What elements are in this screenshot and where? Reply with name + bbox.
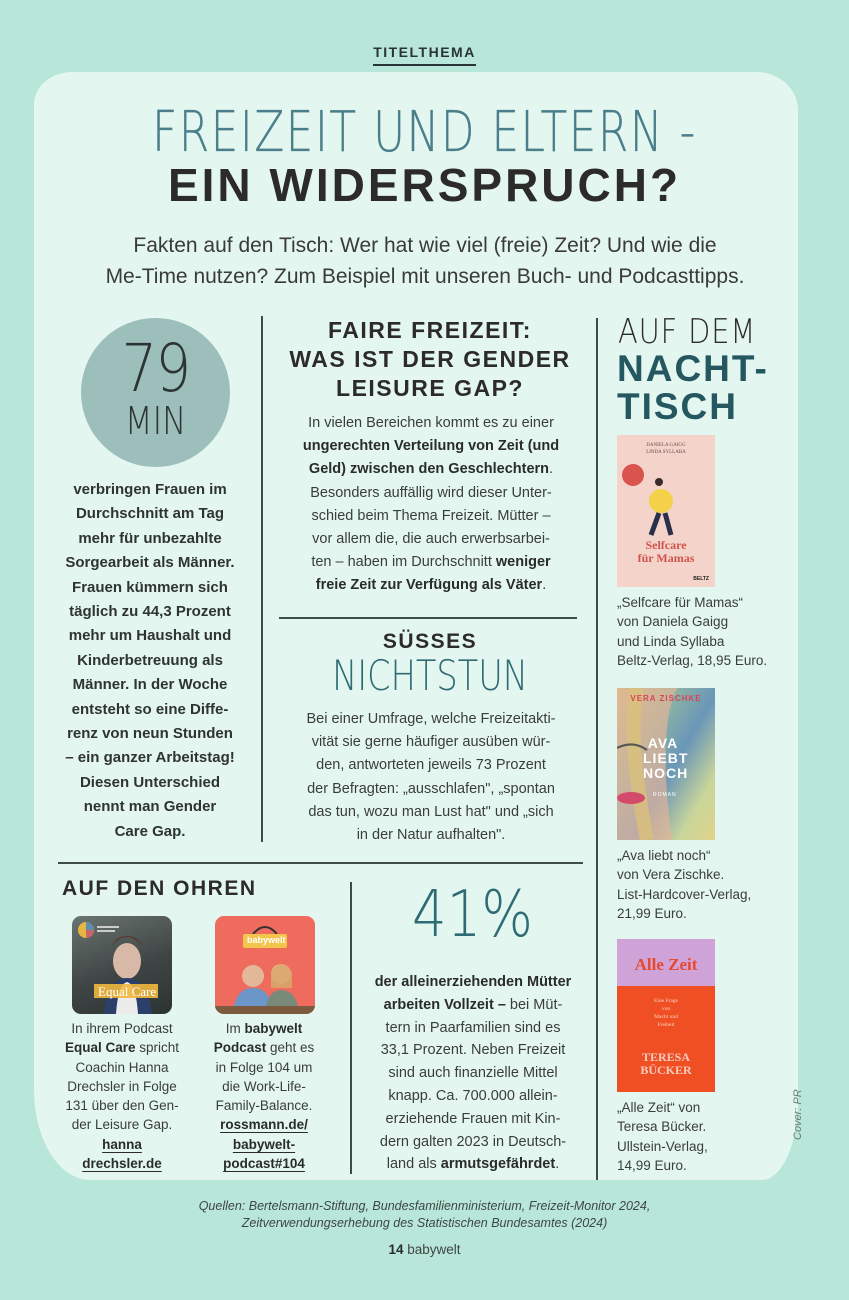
sources-note: [0, 1198, 849, 1232]
stat-circle-79-min: [81, 318, 230, 467]
book-caption-alle-zeit: [617, 1098, 792, 1175]
sources-line: Quellen: Bertelsmann-Stiftung, Bundesfamilienministerium, Freizeit-Monitor 2024,: [198, 1199, 651, 1213]
heading-line: FAIRE FREIZEIT:: [328, 317, 532, 343]
text-line: In ihrem Podcast: [71, 1021, 173, 1036]
text-line: bei Müt-: [505, 996, 563, 1013]
text-line: das tun, wozu man Lust hat" und „sich: [308, 803, 554, 820]
kicker-label: TITELTHEMA: [373, 44, 476, 66]
text-line: die Work-Life-: [222, 1078, 306, 1094]
column-divider-bottom: [350, 882, 352, 1174]
text-line: Family-Balance.: [215, 1098, 313, 1114]
headline-line-1: FREIZEIT UND ELTERN -: [152, 100, 697, 165]
stat-unit: MIN: [124, 399, 187, 443]
podcasts-heading: AUF DEN OHREN: [62, 877, 257, 900]
text-line: nennt man Gender: [83, 798, 217, 816]
text-line: sind auch finanzielle Mittel: [388, 1065, 558, 1082]
text-line: erziehende Frauen mit Kin-: [385, 1110, 561, 1127]
podcast-link-hannadrechsler[interactable]: hanna: [102, 1136, 142, 1152]
cover-title: Alle Zeit: [634, 955, 698, 974]
cover-title: LIEBT: [643, 750, 689, 766]
text-line: der Befragten: „ausschlafen", „spontan: [307, 780, 555, 797]
book-price: 21,99 Euro.: [617, 905, 687, 921]
text-line: schied beim Thema Freizeit. Mütter –: [311, 507, 551, 524]
text-line: der Leisure Gap.: [71, 1117, 173, 1133]
stat-value: 79: [121, 330, 190, 407]
section-divider-bottom: [58, 862, 583, 864]
cover-genre: ROMAN: [653, 792, 677, 798]
cover-author: DANIELA GAIGG: [646, 443, 686, 448]
text-line: Care Gap.: [114, 822, 186, 840]
podcast-description-equal-care: [57, 1019, 187, 1173]
leisure-gap-heading: [270, 316, 590, 403]
column-divider-left: [261, 316, 263, 842]
book-publisher: List-Hardcover-Verlag,: [617, 886, 752, 902]
book-price: 14,99 Euro.: [617, 1157, 687, 1173]
book-author: Teresa Bücker.: [617, 1119, 707, 1135]
book-cover-selfcare: [617, 435, 715, 587]
heading-line: WAS IST DER GENDER: [289, 346, 571, 372]
text-line: In vielen Bereichen kommt es zu einer: [308, 415, 554, 431]
podcast-description-babywelt: [199, 1019, 329, 1173]
page-folio: [0, 1242, 849, 1257]
text-line: Diesen Unterschied: [79, 773, 221, 791]
text-line: Sorgearbeit als Männer.: [65, 554, 235, 572]
podcast-link-rossmann[interactable]: podcast#104: [223, 1156, 305, 1172]
headline-line-2: EIN WIDERSPRUCH?: [167, 159, 682, 211]
text-line: spricht: [135, 1040, 180, 1056]
text-line: Bei einer Umfrage, welche Freizeitakti-: [306, 711, 556, 727]
cover-author: LINDA SYLLABA: [646, 450, 686, 455]
cover-subtitle: von: [661, 1006, 671, 1012]
podcast-name: Equal Care: [64, 1040, 136, 1056]
cover-title: AVA: [647, 735, 679, 751]
text-line: Coachin Hanna: [75, 1059, 169, 1075]
text-bold: arbeiten Vollzeit –: [383, 996, 506, 1013]
text-line: – ein ganzer Arbeitstag!: [65, 749, 235, 767]
text-line: dern galten 2023 in Deutsch-: [379, 1133, 567, 1150]
heading-line: NACHT-: [617, 348, 769, 389]
text-bold: ungerechten Verteilung von Zeit (und: [302, 438, 560, 455]
text-line: Männer. In der Woche: [72, 676, 228, 694]
book-title: „Ava liebt noch“: [617, 848, 711, 863]
care-gap-text: [55, 478, 245, 844]
text-line: in der Natur aufhalten".: [356, 827, 506, 844]
stat-41-percent: 41%: [412, 878, 533, 952]
podcast-link-rossmann[interactable]: rossmann.de/: [220, 1117, 308, 1133]
text-line: Frauen kümmern sich: [72, 578, 228, 596]
podcast-cover-art: [215, 916, 315, 1014]
cover-author: TERESA: [641, 1050, 691, 1064]
heading-line: TISCH: [617, 386, 738, 427]
column-divider-right: [596, 318, 598, 1180]
book-author: und Linda Syllaba: [617, 633, 725, 649]
nichtstun-heading-bottom: NICHTSTUN: [332, 651, 528, 700]
nichtstun-heading-top: SÜSSES: [382, 630, 478, 653]
podcast-cover-babywelt: [215, 916, 315, 1014]
text-line: mehr um Haushalt und: [68, 627, 232, 645]
photo-credit: Cover: PR: [792, 1089, 804, 1140]
text-line: .: [542, 577, 547, 594]
text-line: .: [549, 461, 554, 478]
text-line: in Folge 104 um: [215, 1059, 313, 1075]
cover-author: BÜCKER: [640, 1063, 692, 1077]
text-line: mehr für unbezahlte: [78, 529, 222, 547]
text-bold: weniger: [495, 554, 551, 571]
text-line: .: [555, 1156, 560, 1173]
section-divider-middle: [279, 617, 577, 619]
text-line: vor allem die, die auch erwerbsarbei-: [312, 531, 550, 548]
text-line: verbringen Frauen im: [73, 481, 227, 498]
text-bold: Geld) zwischen den Geschlechtern: [308, 461, 550, 478]
book-publisher: Ullstein-Verlag,: [617, 1138, 708, 1154]
sources-line: Zeitverwendungserhebung des Statistischen Bundesamtes (2024): [241, 1216, 608, 1230]
podcast-cover-label: Equal Care: [98, 984, 157, 999]
podcast-name: babywelt: [244, 1021, 303, 1036]
intro-line: Me-Time nutzen? Zum Beispiel mit unseren Buch- und Podcasttipps.: [105, 265, 745, 288]
text-line: geht es: [266, 1040, 315, 1056]
text-line: Kinderbetreuung als: [77, 651, 223, 669]
cover-title: Selfcare: [645, 538, 687, 552]
podcast-name: Podcast: [213, 1040, 267, 1056]
book-author: von Vera Zischke.: [617, 867, 725, 883]
cover-author: VERA ZISCHKE: [630, 694, 702, 703]
nichtstun-text: [276, 708, 586, 847]
text-line: land als: [386, 1156, 441, 1173]
cover-subtitle: Macht und: [654, 1014, 678, 1020]
book-title: „Selfcare für Mamas“: [617, 595, 744, 610]
text-line: täglich zu 44,3 Prozent: [69, 603, 231, 621]
book-caption-ava-liebt-noch: [617, 846, 792, 923]
text-line: renz von neun Stunden: [67, 725, 233, 743]
cover-title: für Mamas: [637, 551, 695, 565]
text-line: 33,1 Prozent. Neben Freizeit: [380, 1042, 566, 1059]
text-bold: der alleinerziehenden Mütter: [374, 974, 572, 990]
section-kicker: [0, 42, 849, 66]
text-line: Besonders auffällig wird dieser Unter-: [310, 484, 552, 501]
books-heading-top: AUF DEM: [618, 312, 757, 352]
book-author: von Daniela Gaigg: [617, 614, 729, 630]
book-cover-ava-liebt-noch: [617, 688, 715, 840]
text-bold: freie Zeit zur Verfügung als Väter: [315, 577, 543, 594]
magazine-name: babywelt: [407, 1242, 461, 1257]
cover-publisher: BELTZ: [693, 576, 709, 582]
book-publisher-price: Beltz-Verlag, 18,95 Euro.: [617, 652, 768, 668]
cover-subtitle: Eine Frage: [654, 998, 678, 1004]
single-mothers-text: [358, 971, 588, 1176]
text-line: Drechsler in Folge: [67, 1078, 177, 1094]
book-cover-alle-zeit: [617, 939, 715, 1092]
intro-text: [60, 230, 790, 292]
podcast-link-hannadrechsler[interactable]: drechsler.de: [82, 1156, 162, 1172]
cover-title: NOCH: [643, 765, 689, 781]
text-line: 131 über den Gen-: [65, 1098, 179, 1114]
intro-line: Fakten auf den Tisch: Wer hat wie viel (freie) Zeit? Und wie die: [133, 234, 717, 257]
book-caption-selfcare: [617, 593, 792, 670]
leisure-gap-text: [276, 412, 586, 598]
podcast-cover-equal-care: [72, 916, 172, 1014]
podcast-cover-label: babywelt: [247, 935, 286, 945]
text-line: entsteht so eine Diffe-: [71, 700, 229, 718]
book-title: „Alle Zeit“ von: [617, 1100, 701, 1115]
text-line: den, antworteten jeweils 73 Prozent: [316, 757, 546, 774]
heading-line: LEISURE GAP?: [336, 375, 524, 401]
podcast-link-rossmann[interactable]: babywelt-: [232, 1136, 296, 1152]
cover-subtitle: Freiheit: [657, 1022, 675, 1028]
text-line: knapp. Ca. 700.000 allein-: [388, 1087, 558, 1104]
page-number: 14: [388, 1242, 404, 1257]
text-bold: armutsgefährdet: [440, 1156, 556, 1173]
text-line: vität sie gerne häufiger ausüben wür-: [311, 734, 551, 751]
text-line: ten – haben im Durchschnitt: [311, 554, 496, 571]
text-line: tern in Paarfamilien sind es: [385, 1019, 561, 1036]
text-line: Durchschnitt am Tag: [75, 505, 225, 523]
text-line: Im: [225, 1021, 245, 1036]
books-heading-bottom: [617, 350, 769, 426]
